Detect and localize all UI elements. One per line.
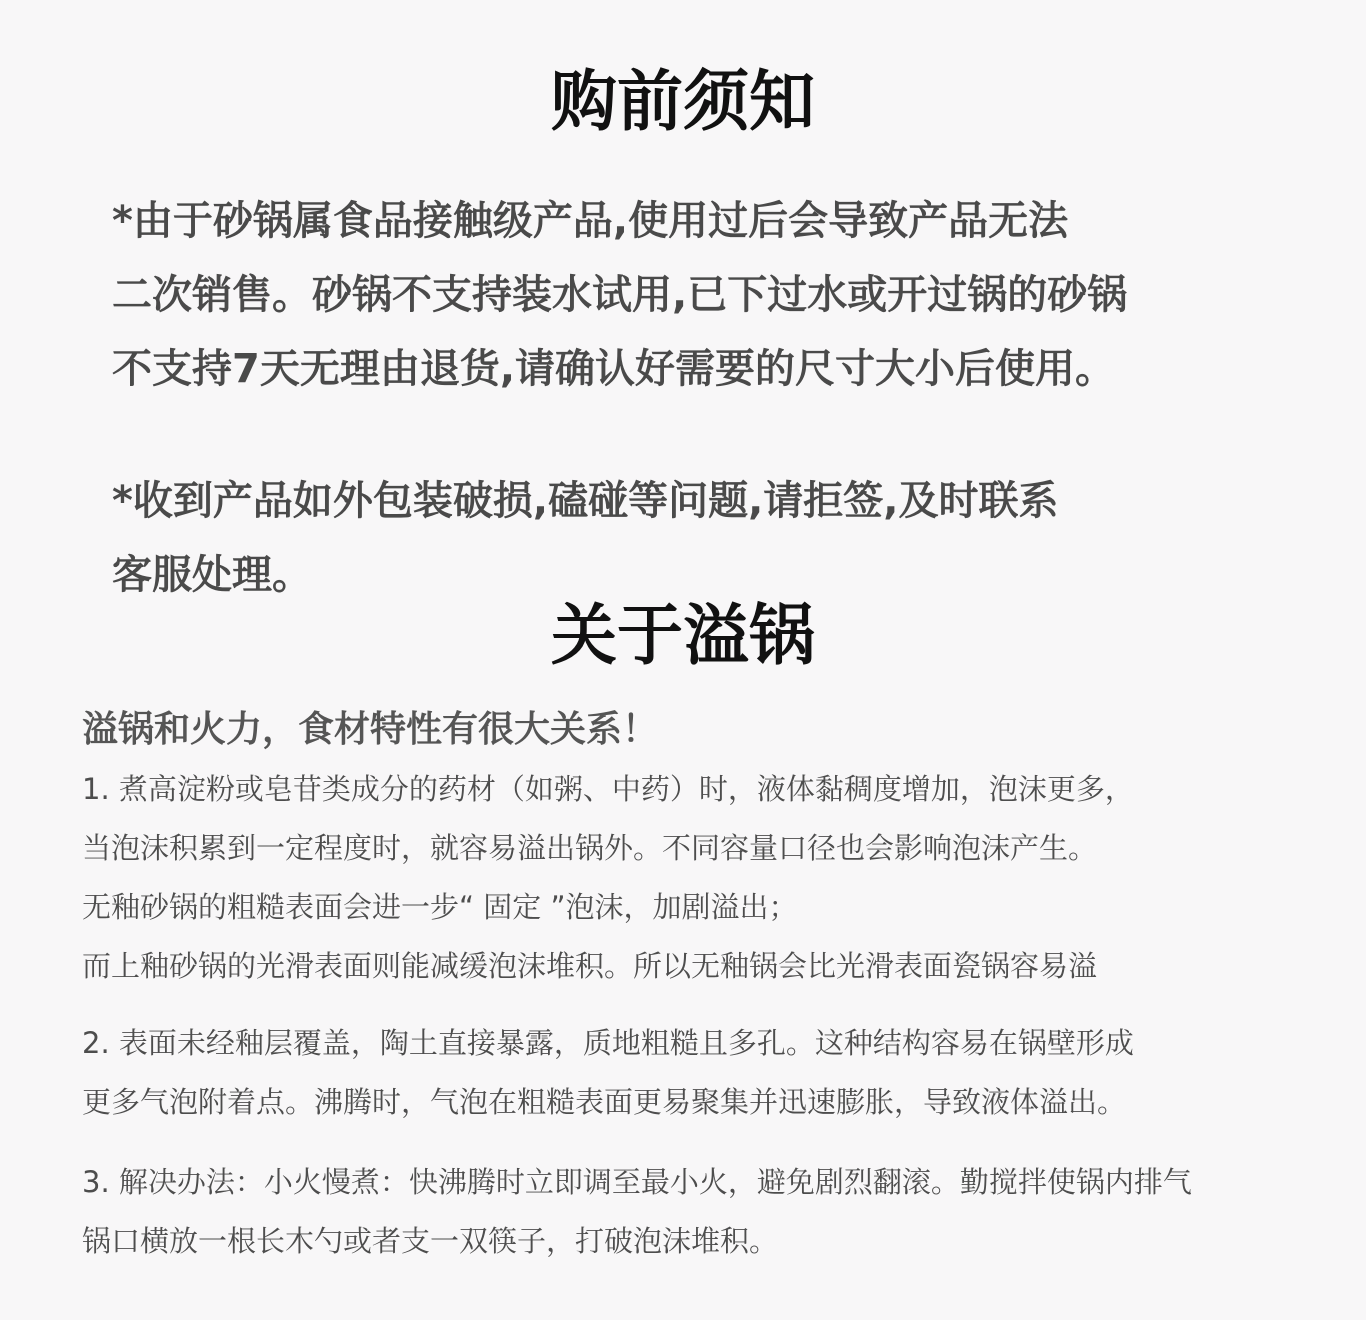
paragraph-line: 而上釉砂锅的光滑表面则能减缓泡沫堆积。所以无釉锅会比光滑表面瓷锅容易溢 <box>82 949 1098 983</box>
purchase-notice-title: 购前须知 <box>551 63 815 140</box>
boil-over-subheading: 溢锅和火力，食材特性有很大关系！ <box>82 709 659 750</box>
notice-line: *由于砂锅属食品接触级产品,使用过后会导致产品无法 <box>112 198 1069 244</box>
paragraph-line: 无釉砂锅的粗糙表面会进一步“ 固定 ”泡沫，加剧溢出； <box>82 890 798 924</box>
boil-over-paragraph-1 <box>82 760 1342 996</box>
paragraph-line: 2. 表面未经釉层覆盖，陶土直接暴露，质地粗糙且多孔。这种结构容易在锅壁形成 <box>82 1026 1134 1060</box>
purchase-notice-paragraph-1 <box>112 184 1312 406</box>
paragraph-line: 当泡沫积累到一定程度时，就容易溢出锅外。不同容量口径也会影响泡沫产生。 <box>82 831 1098 865</box>
paragraph-line: 锅口横放一根长木勺或者支一双筷子，打破泡沫堆积。 <box>82 1224 779 1258</box>
notice-line: 二次销售。砂锅不支持装水试用,已下过水或开过锅的砂锅 <box>112 272 1128 318</box>
boil-over-paragraph-3 <box>82 1153 1342 1271</box>
paragraph-line: 3. 解决办法：小火慢煮：快沸腾时立即调至最小火，避免剧烈翻滚。勤搅拌使锅内排气 <box>82 1165 1192 1199</box>
notice-line: 不支持7天无理由退货,请确认好需要的尺寸大小后使用。 <box>112 346 1116 392</box>
notice-line: 客服处理。 <box>112 552 312 598</box>
paragraph-line: 1. 煮高淀粉或皂苷类成分的药材（如粥、中药）时，液体黏稠度增加，泡沫更多， <box>82 772 1134 806</box>
paragraph-line: 更多气泡附着点。沸腾时，气泡在粗糙表面更易聚集并迅速膨胀，导致液体溢出。 <box>82 1085 1127 1119</box>
boil-over-paragraph-2 <box>82 1014 1342 1132</box>
purchase-notice-paragraph-2 <box>112 464 1312 612</box>
boil-over-title: 关于溢锅 <box>551 597 815 674</box>
notice-line: *收到产品如外包装破损,磕碰等问题,请拒签,及时联系 <box>112 478 1059 524</box>
